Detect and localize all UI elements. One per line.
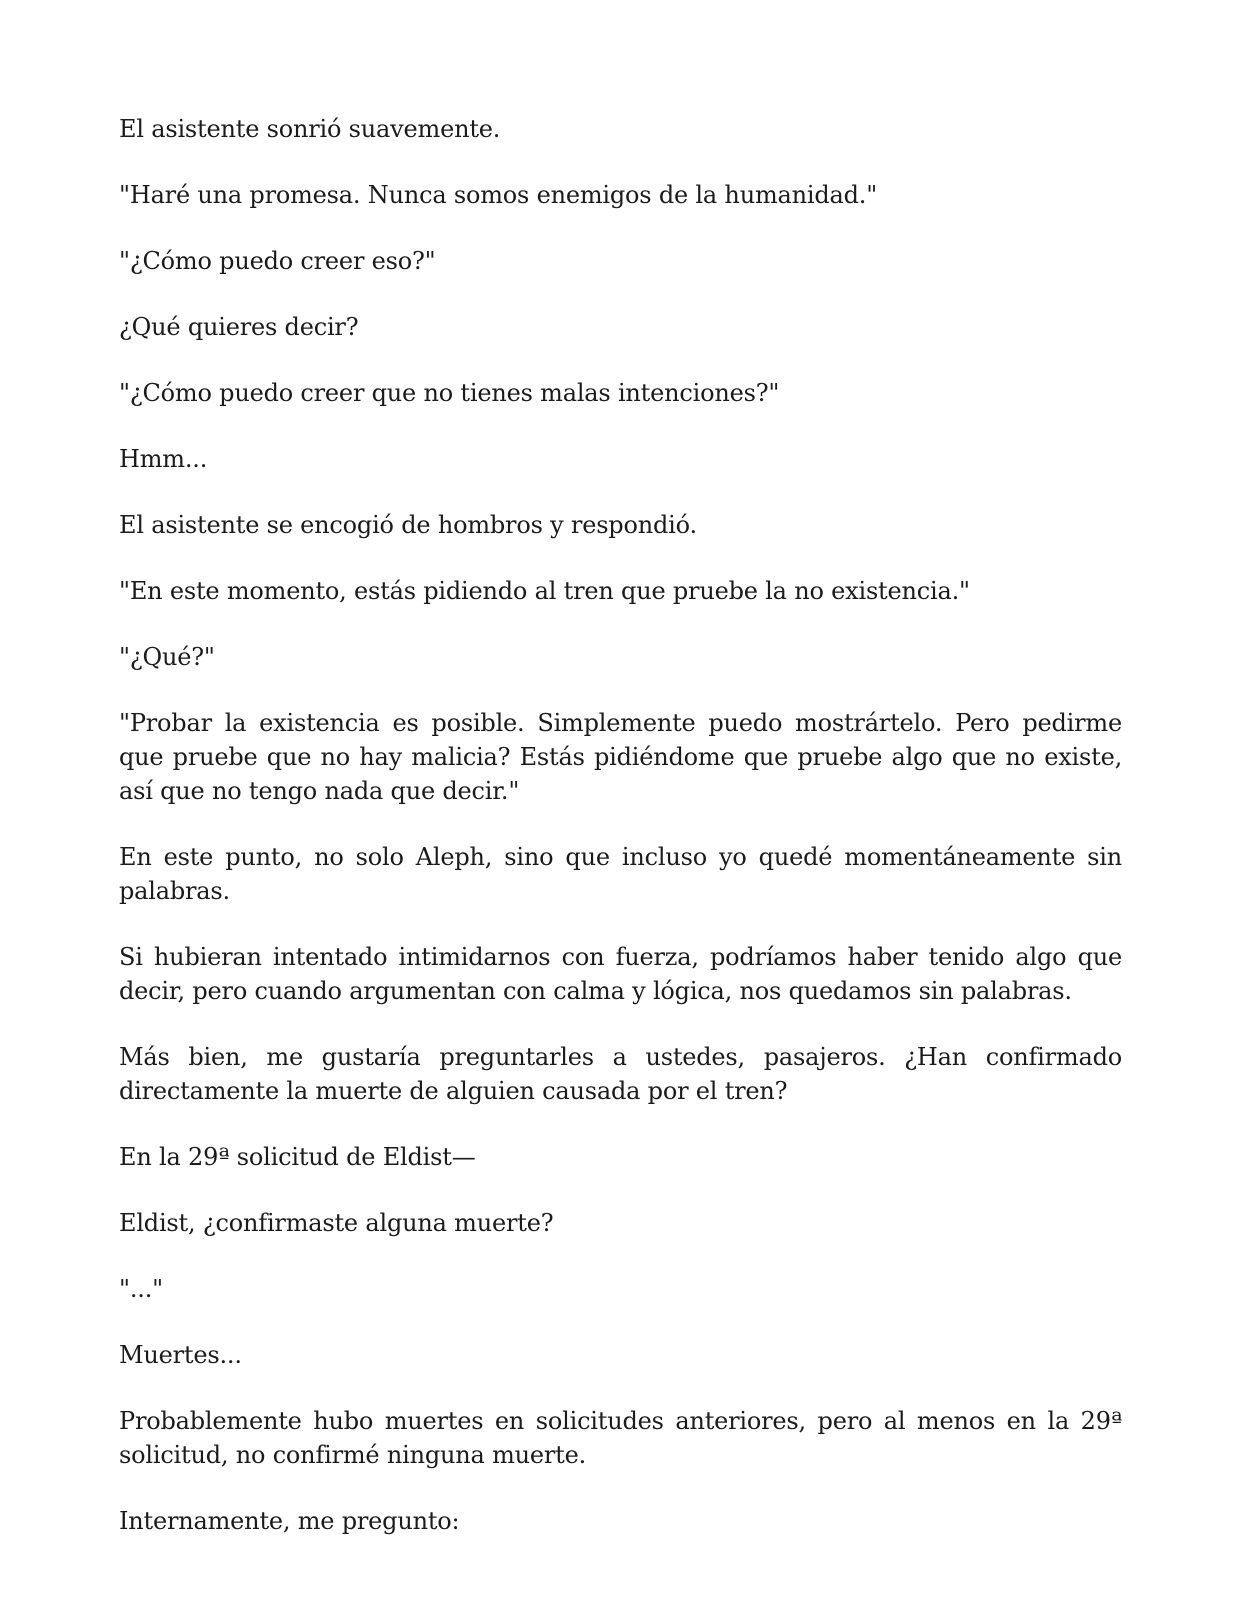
paragraph: Eldist, ¿confirmaste alguna muerte? bbox=[119, 1209, 554, 1237]
paragraph: "¿Cómo puedo creer que no tienes malas intenciones?" bbox=[119, 379, 780, 407]
paragraph: ¿Qué quieres decir? bbox=[119, 313, 359, 341]
paragraph: "..." bbox=[119, 1275, 163, 1303]
paragraph: El asistente sonrió suavemente. bbox=[119, 115, 501, 143]
paragraph: Internamente, me pregunto: bbox=[119, 1507, 460, 1535]
paragraph: El asistente se encogió de hombros y respondió. bbox=[119, 511, 697, 539]
paragraph: Si hubieran intentado intimidarnos con fuerza, podríamos haber tenido algo que decir, pero cuando argumentan con calma y lógica, nos quedamos sin palabras. bbox=[119, 943, 1122, 1005]
paragraph: "En este momento, estás pidiendo al tren que pruebe la no existencia." bbox=[119, 577, 970, 605]
paragraph: Probablemente hubo muertes en solicitudes anteriores, pero al menos en la 29ª solicitud, no confirmé ninguna muerte. bbox=[119, 1407, 1122, 1469]
paragraph: En este punto, no solo Aleph, sino que incluso yo quedé momentáneamente sin palabras. bbox=[119, 843, 1122, 905]
document-body bbox=[119, 112, 1122, 1538]
paragraph: "¿Qué?" bbox=[119, 643, 215, 671]
paragraph: "Probar la existencia es posible. Simplemente puedo mostrártelo. Pero pedirme que pruebe que no hay malicia? Estás pidiéndome que pruebe algo que no existe, así que no tengo nada que decir." bbox=[119, 709, 1122, 805]
paragraph: "¿Cómo puedo creer eso?" bbox=[119, 247, 436, 275]
paragraph: Hmm... bbox=[119, 445, 208, 473]
paragraph: Más bien, me gustaría preguntarles a ustedes, pasajeros. ¿Han confirmado directamente la muerte de alguien causada por el tren? bbox=[119, 1043, 1122, 1105]
paragraph: Muertes... bbox=[119, 1341, 242, 1369]
paragraph: "Haré una promesa. Nunca somos enemigos de la humanidad." bbox=[119, 181, 878, 209]
paragraph: En la 29ª solicitud de Eldist— bbox=[119, 1143, 476, 1171]
